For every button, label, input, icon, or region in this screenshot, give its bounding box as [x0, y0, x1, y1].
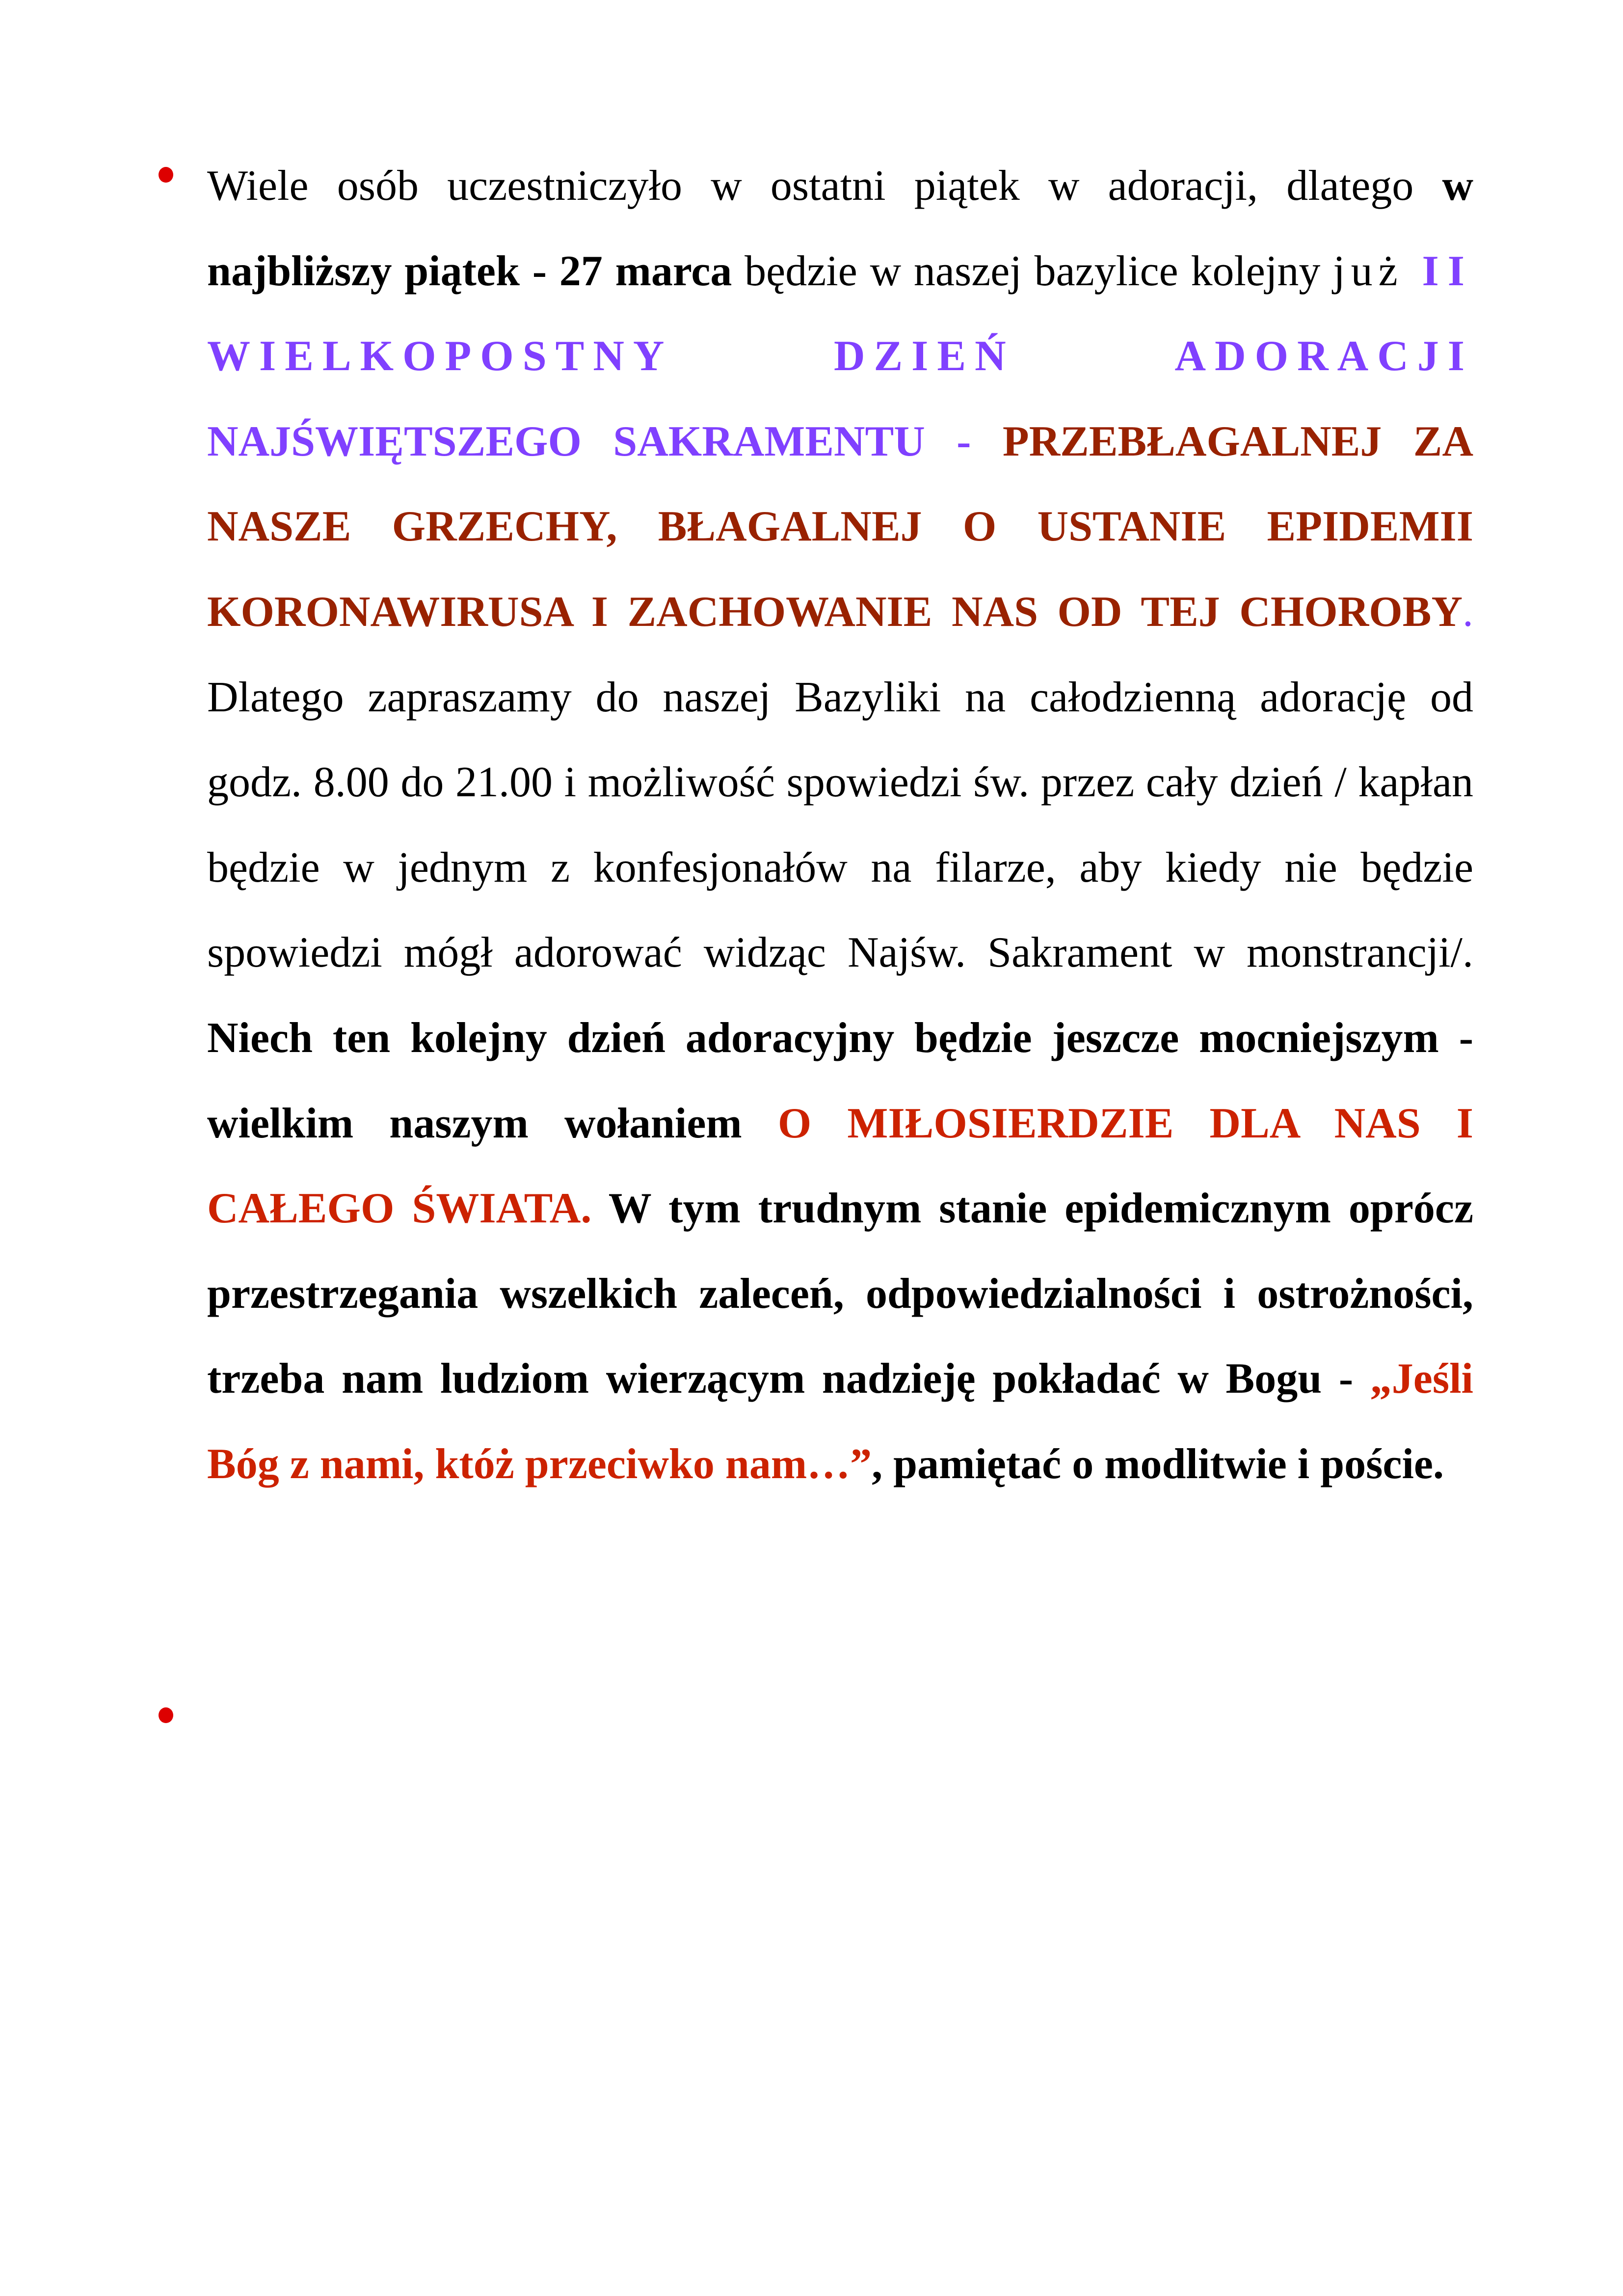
text-purple-period: . [1463, 588, 1473, 636]
text-intention: PRZEBŁAGALNEJ ZA NASZE GRZECHY, BŁAGALNEJ O USTANIE EPIDEMII KORONAWIRUSA I ZACHOWANIE NAS OD TEJ CHOROBY [207, 417, 1473, 636]
bullet-icon [159, 167, 173, 183]
text-basilica: będzie w naszej bazylice kolejny [732, 247, 1333, 295]
text-epidemic-bold: W tym trudnym stanie epidemicznym oprócz przestrzegania wszelkich zaleceń, odpowiedzialności i ostrożności, trzeba nam ludziom wierzącym nadzieję pokładać w Bogu - [207, 1185, 1474, 1403]
text-sacrament: NAJŚWIĘTSZEGO SAKRAMENTU - [207, 417, 1003, 465]
text-invitation: Dlatego zapraszamy do naszej Bazyliki na całodzienną adorację od godz. 8.00 do 21.00 i możliwość spowiedzi św. przez cały dzień / kapłan będzie w jednym z konfesjonałów na filarze, aby kiedy nie będzie spowiedzi mógł adorować widząc Najśw. Sakrament w monstrancji/. [207, 673, 1473, 977]
text-appeal-bold: Niech ten kolejny dzień adoracyjny będzie jeszcze mocniejszym - wielkim naszym wołaniem [207, 1014, 1473, 1147]
text-mercy: O MIŁOSIERDZIE DLA NAS I CAŁEGO ŚWIATA. [207, 1099, 1473, 1233]
text-juz: już [1333, 247, 1422, 295]
text-intro: Wiele osób uczestniczyło w ostatni piątek w adoracji, dlatego [207, 162, 1442, 210]
announcement-paragraph [207, 143, 1473, 1507]
bullet-icon [159, 1707, 173, 1723]
text-adoration-day-title: II WIELKOPOSTNY DZIEŃ ADORACJI [207, 247, 1474, 380]
text-date-bold: w najbliższy piątek - 27 marca [207, 162, 1473, 295]
text-closing-bold: , pamiętać o modlitwie i poście. [872, 1440, 1444, 1488]
text-quote: „Jeśli Bóg z nami, któż przeciwko nam…” [207, 1355, 1473, 1488]
